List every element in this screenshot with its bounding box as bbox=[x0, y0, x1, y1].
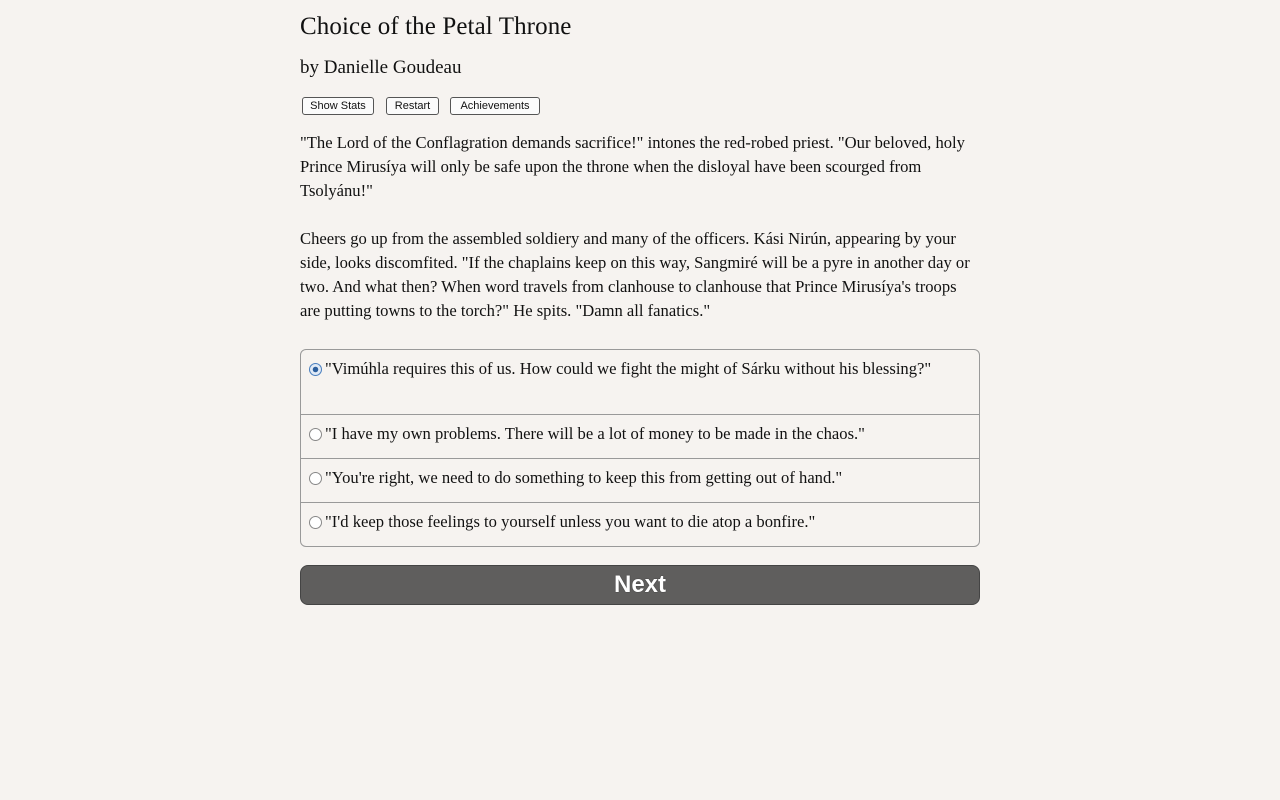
choice-option-1[interactable] bbox=[301, 350, 979, 414]
next-button[interactable]: Next bbox=[300, 565, 980, 605]
toolbar bbox=[302, 97, 540, 115]
choice-option-4[interactable] bbox=[301, 502, 979, 546]
choice-label: "Vimúhla requires this of us. How could we fight the might of Sárku without his blessing?" bbox=[325, 359, 932, 378]
game-author: by Danielle Goudeau bbox=[300, 57, 462, 78]
choice-label: "You're right, we need to do something to keep this from getting out of hand." bbox=[325, 468, 843, 487]
story-paragraph: Cheers go up from the assembled soldiery and many of the officers. Kási Nirún, appearing by your side, looks discomfited. "If the chaplains keep on this way, Sangmiré will be a pyre in another day or two. And what then? When word travels from clanhouse to clanhouse that Prince Mirusíya's troops are putting towns to the torch?" He spits. "Damn all fanatics." bbox=[300, 229, 970, 320]
radio-icon[interactable] bbox=[309, 428, 322, 441]
choice-label: "I'd keep those feelings to yourself unless you want to die atop a bonfire." bbox=[325, 512, 816, 531]
restart-button[interactable]: Restart bbox=[386, 97, 439, 115]
achievements-button[interactable]: Achievements bbox=[450, 97, 540, 115]
choice-label: "I have my own problems. There will be a lot of money to be made in the chaos." bbox=[325, 424, 865, 443]
choice-option-3[interactable] bbox=[301, 458, 979, 502]
game-title: Choice of the Petal Throne bbox=[300, 13, 572, 40]
choice-option-2[interactable] bbox=[301, 414, 979, 458]
story-text bbox=[300, 131, 980, 347]
choice-list bbox=[300, 349, 980, 547]
show-stats-button[interactable]: Show Stats bbox=[302, 97, 374, 115]
radio-icon[interactable] bbox=[309, 516, 322, 529]
radio-icon[interactable] bbox=[309, 472, 322, 485]
story-paragraph: "The Lord of the Conflagration demands sacrifice!" intones the red-robed priest. "Our beloved, holy Prince Mirusíya will only be safe upon the throne when the disloyal have been scourged from Tsolyánu!" bbox=[300, 133, 965, 200]
radio-selected-icon[interactable] bbox=[309, 363, 322, 376]
